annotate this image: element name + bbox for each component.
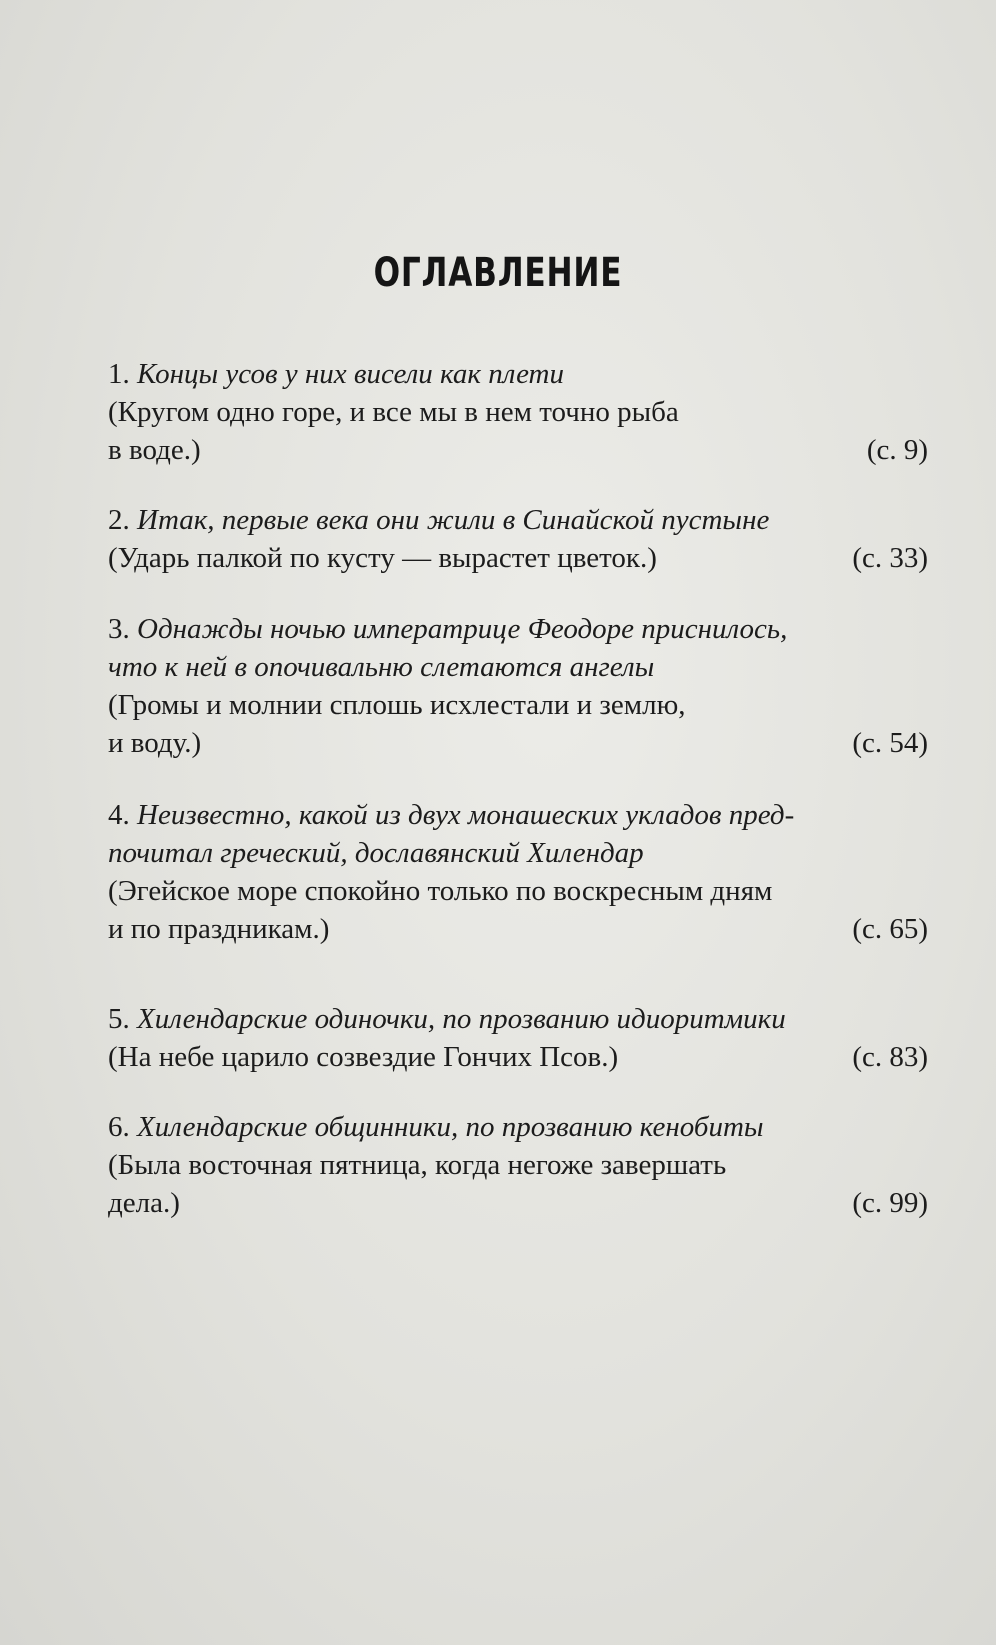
toc-entry-title: Концы усов у них висели как плети [137, 358, 564, 390]
toc-entry-title: Итак, первые века они жили в Синайской пустыне [137, 504, 770, 536]
toc-entry-1 [108, 355, 928, 469]
toc-entry-page: (с. 83) [852, 1041, 928, 1073]
toc-entry-subtitle: дела.) [108, 1187, 180, 1219]
toc-entry-5 [108, 1000, 928, 1076]
toc-entry-subtitle: и по праздникам.) [108, 913, 330, 945]
toc-entry-title: Хилендарские общинники, по прозванию кенобиты [137, 1111, 764, 1143]
toc-entry-title: Хилендарские одиночки, по прозванию идиоритмики [137, 1003, 786, 1035]
toc-entry-subtitle: (Громы и молнии сплошь исхлестали и землю, [108, 689, 686, 721]
toc-entry-number: 5. [108, 1003, 130, 1035]
toc-entry-subtitle-line [108, 393, 928, 431]
toc-entry-subtitle-line [108, 686, 928, 724]
toc-entry-subtitle: (На небе царило созвездие Гончих Псов.) [108, 1041, 619, 1073]
toc-entry-subtitle: в воде.) [108, 434, 201, 466]
toc-entry-subtitle-line [108, 539, 928, 577]
toc-entry-page: (с. 54) [852, 727, 928, 759]
toc-entry-title: почитал греческий, дославянский Хилендар [108, 837, 644, 869]
toc-entry-title: что к ней в опочивальню слетаются ангелы [108, 651, 655, 683]
toc-entry-title-line [108, 355, 928, 393]
toc-entry-number: 4. [108, 799, 130, 831]
toc-entry-title: Однажды ночью императрице Феодоре приснилось, [137, 613, 788, 645]
toc-entry-subtitle-line [108, 1146, 928, 1184]
toc-entry-subtitle: и воду.) [108, 727, 202, 759]
toc-entry-number: 3. [108, 613, 130, 645]
toc-entry-3 [108, 610, 928, 762]
toc-entry-page: (с. 99) [852, 1187, 928, 1219]
toc-entry-2 [108, 501, 928, 577]
toc-entry-subtitle-line [108, 1184, 928, 1222]
toc-entry-subtitle-line [108, 724, 928, 762]
toc-entry-subtitle-line [108, 872, 928, 910]
toc-entry-6 [108, 1108, 928, 1222]
toc-entry-title-line [108, 1000, 928, 1038]
toc-entry-title-line [108, 1108, 928, 1146]
toc-entry-page: (с. 65) [852, 913, 928, 945]
toc-entry-subtitle-line [108, 1038, 928, 1076]
toc-entry-subtitle: (Была восточная пятница, когда негоже завершать [108, 1149, 727, 1181]
toc-entry-page: (с. 9) [866, 434, 928, 466]
toc-entry-title-line [108, 648, 928, 686]
toc-entry-4 [108, 796, 928, 948]
toc-entry-number: 6. [108, 1111, 130, 1143]
toc-entry-subtitle: (Ударь палкой по кусту — вырастет цветок.) [108, 542, 657, 574]
toc-entry-title: Неизвестно, какой из двух монашеских укладов пред- [137, 799, 795, 831]
toc-entry-title-line [108, 834, 928, 872]
toc-entry-title-line [108, 796, 928, 834]
toc-entry-title-line [108, 501, 928, 539]
page-title: ОГЛАВЛЕНИЕ [373, 250, 623, 296]
toc-entry-subtitle: (Эгейское море спокойно только по воскресным дням [108, 875, 773, 907]
toc-entry-number: 1. [108, 358, 130, 390]
toc-entry-subtitle-line [108, 431, 928, 469]
toc-entry-subtitle: (Кругом одно горе, и все мы в нем точно рыба [108, 396, 679, 428]
toc-entry-subtitle-line [108, 910, 928, 948]
toc-entry-title-line [108, 610, 928, 648]
toc-entry-page: (с. 33) [852, 542, 928, 574]
toc-entry-number: 2. [108, 504, 130, 536]
